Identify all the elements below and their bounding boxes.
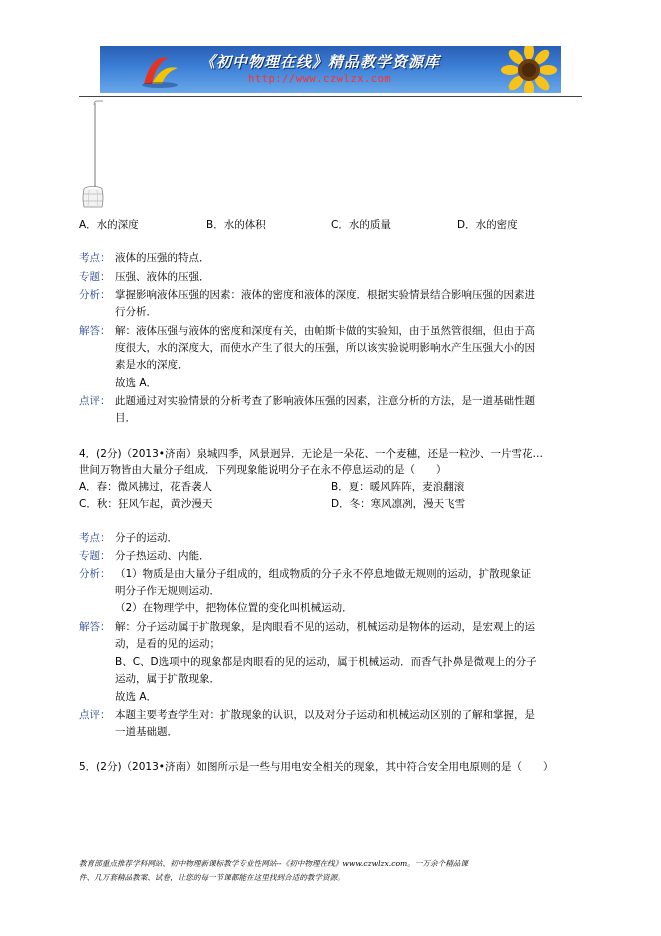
q4-option-b: B．夏：暖风阵阵，麦浪翻滚 (331, 481, 465, 493)
q4-jieda-line: 故选 A． (115, 691, 158, 703)
q3-fenxi-label: 分析： (79, 289, 111, 301)
banner-title: 《初中物理在线》精品教学资源库 (200, 53, 441, 71)
q4-fenxi-line: （2）在物理学中，把物体位置的变化叫机械运动． (115, 602, 353, 614)
footer-line: 教育部重点推荐学科网站、初中物理新课标教学专业性网站--《初中物理在线》www.czwlzx.com。一万余个精品课 (79, 859, 468, 868)
q3-zhuanti-text: 压强、液体的压强． (115, 271, 210, 283)
q4-jieda-line: 解：分子运动属于扩散现象，是肉眼看不见的运动，机械运动是物体的运动，是宏观上的运 (115, 621, 535, 633)
q4-stem-line: 4．(2分)（2013•济南）泉城四季，风景迥异．无论是一朵花、一个麦穗，还是一粒沙、一片雪花… (79, 448, 543, 460)
q3-zhuanti-label: 专题： (79, 271, 111, 283)
q3-kaodian-label: 考点： (79, 252, 111, 264)
q3-fenxi-line: 掌握影响液体压强的因素：液体的密度和液体的深度．根据实验情景结合影响压强的因素进 (115, 289, 535, 301)
q3-option-a: A．水的深度 (79, 219, 139, 231)
q4-fenxi-line: 明分子作无规则运动． (115, 585, 220, 597)
q4-jieda-line: 动，是看的见的运动； (115, 638, 220, 650)
q3-jieda-line: 素是水的深度． (115, 359, 189, 371)
q3-dianping-line: 目． (115, 412, 136, 424)
q4-jieda-line: B、C、D选项中的现象都是肉眼看的见的运动，属于机械运动．而香气扑鼻是微观上的分子 (115, 656, 537, 668)
logo-icon (138, 50, 182, 90)
q4-kaodian-label: 考点： (79, 532, 111, 544)
q4-jieda-line: 运动，属于扩散现象． (115, 673, 220, 685)
header-banner (100, 46, 561, 93)
q3-jieda-line: 度很大，水的深度大，而使水产生了很大的压强，所以该实验说明影响水产生压强大小的因 (115, 342, 535, 354)
banner-url[interactable]: http://www.czwlzx.com (248, 73, 392, 85)
q3-jieda-label: 解答： (79, 325, 111, 337)
q4-jieda-label: 解答： (79, 621, 111, 633)
q3-option-c: C．水的质量 (331, 219, 391, 231)
q3-option-d: D．水的密度 (457, 219, 518, 231)
q4-option-a: A．春：微风拂过，花香袭人 (79, 481, 213, 493)
q4-stem-line: 世间万物皆由大量分子组成．下列现象能说明分子在永不停息运动的是（ ） (79, 464, 447, 476)
q4-kaodian-text: 分子的运动． (115, 532, 178, 544)
sunflower-icon (501, 46, 557, 93)
q4-dianping-line: 一道基础题． (115, 726, 178, 738)
q4-zhuanti-text: 分子热运动、内能． (115, 550, 210, 562)
q4-fenxi-label: 分析： (79, 568, 111, 580)
footer-line: 件、几万套精品教案、试卷，让您的每一节课都能在这里找到合适的教学资源。 (79, 873, 345, 882)
q3-kaodian-text: 液体的压强的特点． (115, 252, 210, 264)
q4-option-d: D．冬：寒风凛冽，漫天飞雪 (331, 498, 466, 510)
q3-dianping-label: 点评： (79, 395, 111, 407)
q3-dianping-line: 此题通过对实验情景的分析考查了影响液体压强的因素，注意分析的方法，是一道基础性题 (115, 395, 535, 407)
header-rule (79, 96, 582, 97)
pascal-barrel-figure (80, 99, 110, 209)
q3-jieda-line: 故选 A． (115, 377, 158, 389)
q4-option-c: C．秋：狂风乍起，黄沙漫天 (79, 498, 213, 510)
q4-dianping-line: 本题主要考查学生对：扩散现象的认识，以及对分子运动和机械运动区别的了解和掌握，是 (115, 709, 535, 721)
q4-dianping-label: 点评： (79, 709, 111, 721)
q4-zhuanti-label: 专题： (79, 550, 111, 562)
q5-stem: 5．(2分)（2013•济南）如图所示是一些与用电安全相关的现象，其中符合安全用电原则的是（ ） (79, 761, 554, 773)
q3-jieda-line: 解：液体压强与液体的密度和深度有关，由帕斯卡做的实验知，由于虽然管很细，但由于高 (115, 325, 535, 337)
q3-option-b: B．水的体积 (206, 219, 266, 231)
q4-fenxi-line: （1）物质是由大量分子组成的，组成物质的分子永不停息地做无规则的运动，扩散现象证 (115, 568, 532, 580)
q3-fenxi-line: 行分析． (115, 306, 157, 318)
